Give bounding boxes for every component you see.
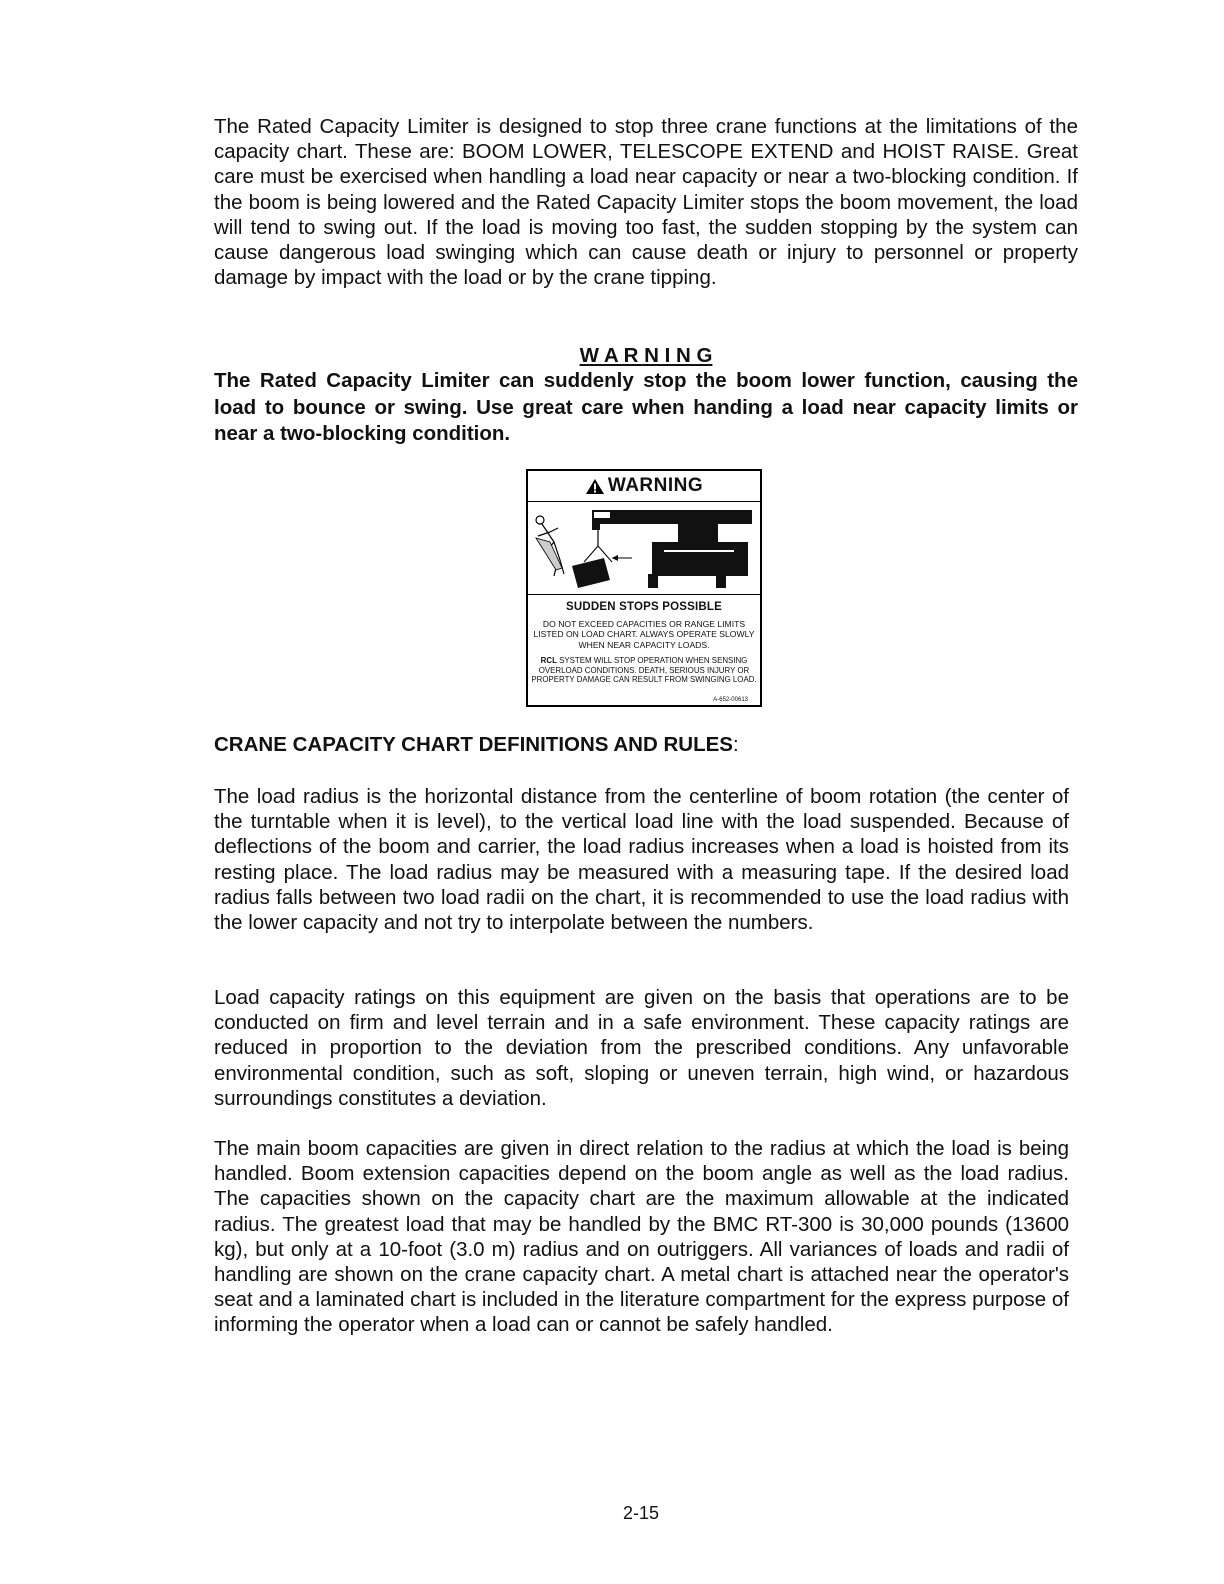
- sign-header: [528, 471, 760, 502]
- warning-text: The Rated Capacity Limiter can suddenly stop the boom lower function, causing the load to bounce or swing. Use great care when handing a load near capacity limits or near a two-blocking condition.: [214, 369, 1078, 445]
- sign-header-label: WARNING: [607, 475, 704, 496]
- sign-illustration: [528, 502, 760, 595]
- warning-sign: [526, 469, 762, 707]
- paragraph-load-radius: The load radius is the horizontal distance from the centerline of boom rotation (the center of the turntable when it is level), to the vertical load line with the load suspended. Because of deflections of the boom and carrier, the load radius increases when a load is hoisted from its resting place. The load radius may be measured with a measuring tape. If the desired load radius falls between two load radii on the chart, it is recommended to use the load radius with the lower capacity and not try to interpolate between the numbers.: [214, 785, 1069, 935]
- warning-heading: W A R N I N G: [579, 344, 713, 367]
- sign-text-1: DO NOT EXCEED CAPACITIES OR RANGE LIMITS LISTED ON LOAD CHART. ALWAYS OPERATE SLOWLY WHEN NEAR CAPACITY LOADS.: [533, 619, 755, 650]
- section-title-suffix: :: [732, 733, 739, 756]
- warning-triangle-icon: [585, 478, 605, 495]
- paragraph-main-boom: The main boom capacities are given in direct relation to the radius at which the load is being handled. Boom extension capacities depend on the boom angle as well as the load radius. The capacities shown on the capacity chart are the maximum allowable at the indicated radius. The greatest load that may be handled by the BMC RT-300 is 30,000 pounds (13600 kg), but only at a 10-foot (3.0 m) radius and on outriggers. All variances of loads and radii of handling are shown on the crane capacity chart. A metal chart is attached near the operator's seat and a laminated chart is included in the literature compartment for the express purpose of informing the operator when a load can or cannot be safely handled.: [214, 1137, 1069, 1337]
- paragraph-load-capacity: Load capacity ratings on this equipment are given on the basis that operations are to be conducted on firm and level terrain and in a safe environment. These capacity ratings are reduced in proportion to the deviation from the prescribed conditions. Any unfavorable environmental condition, such as soft, sloping or uneven terrain, high wind, or hazardous surroundings constitutes a deviation.: [214, 986, 1069, 1110]
- section-title: [214, 733, 739, 757]
- crane-swinging-load-icon: [528, 502, 760, 594]
- sign-title: SUDDEN STOPS POSSIBLE: [565, 601, 723, 613]
- sign-text-2: [528, 656, 760, 684]
- sign-code: A-652-00613: [713, 697, 748, 703]
- sign-text-2-bold: RCL: [540, 656, 557, 666]
- intro-paragraph: The Rated Capacity Limiter is designed to stop three crane functions at the limitations of the capacity chart. These are: BOOM LOWER, TELESCOPE EXTEND and HOIST RAISE. Great care must be exercised when handling a load near capacity or near a two-blocking condition. If the boom is being lowered and the Rated Capacity Limiter stops the boom movement, the load will tend to swing out. If the load is moving too fast, the sudden stopping by the system can cause dangerous load swinging which can cause death or injury to personnel or property damage by impact with the load or by the crane tipping.: [214, 115, 1078, 290]
- page-number: 2-15: [622, 1503, 660, 1523]
- section-title-text: CRANE CAPACITY CHART DEFINITIONS AND RULES: [214, 733, 733, 756]
- sign-text-2-body: SYSTEM WILL STOP OPERATION WHEN SENSING OVERLOAD CONDITIONS. DEATH, SERIOUS INJURY OR PROPERTY DAMAGE CAN RESULT FROM SWINGING LOAD.: [531, 656, 757, 685]
